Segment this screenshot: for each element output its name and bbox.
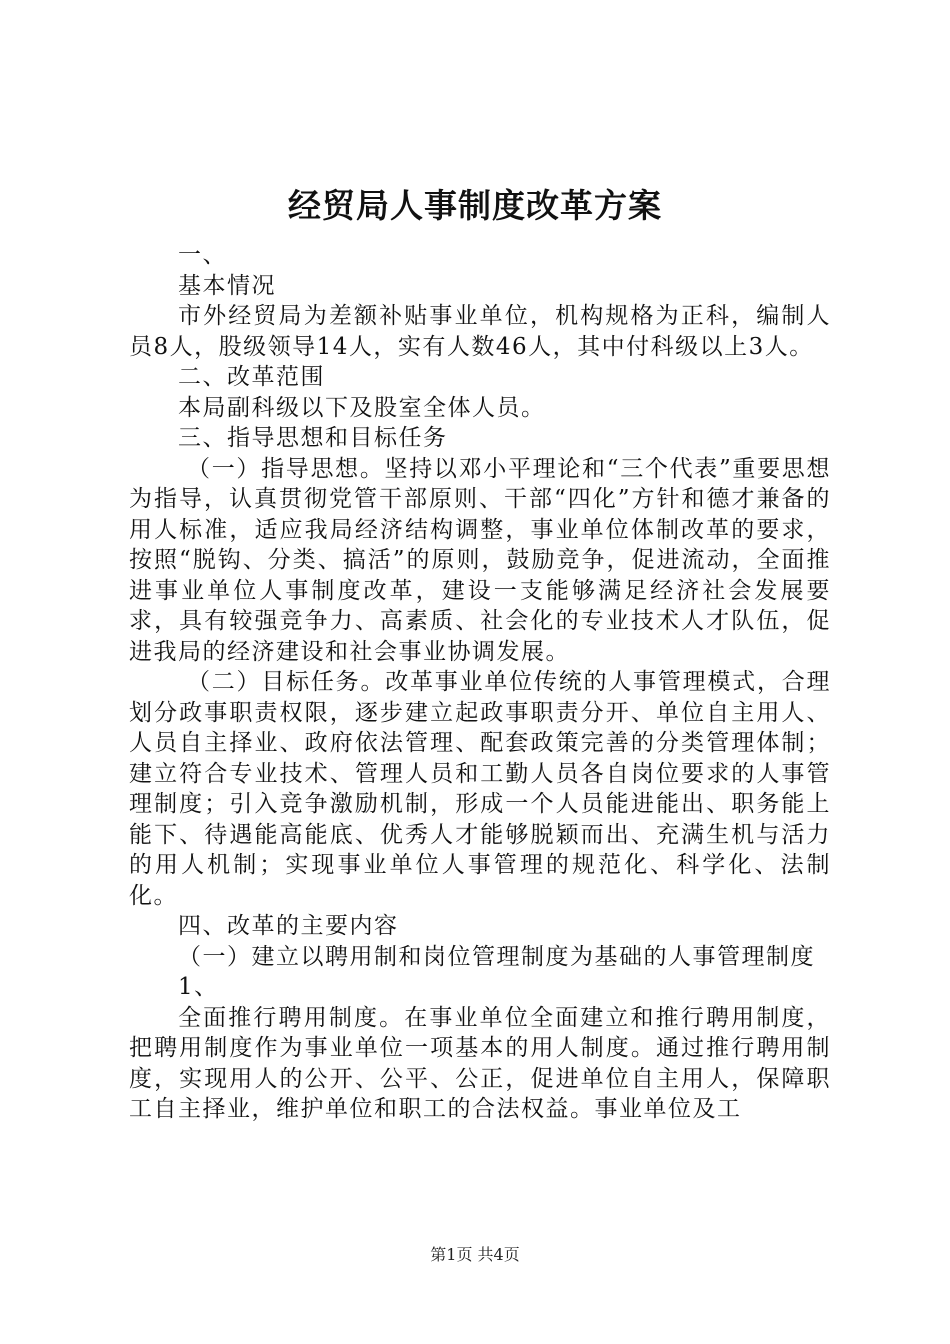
item-number-1: 1、	[178, 974, 219, 1000]
subsection-heading-employment-system: （一）建立以聘用制和岗位管理制度为基础的人事管理制度	[178, 943, 815, 970]
paragraph-basic-situation: 市外经贸局为差额补贴事业单位，机构规格为正科，编制人员8人，股级领导14人，实有人数46人，其中付科级以上3人。	[129, 303, 831, 360]
page-footer: 第1页 共4页	[430, 1245, 520, 1264]
section-heading-basic-situation: 基本情况	[178, 272, 276, 299]
section-heading-reform-scope: 二、改革范围	[178, 364, 325, 390]
document-body	[129, 240, 831, 1125]
document-title: 经贸局人事制度改革方案	[288, 186, 662, 225]
section-number-1: 一、	[178, 242, 227, 268]
paragraph-reform-scope: 本局副科级以下及股室全体人员。	[178, 394, 546, 421]
section-heading-main-content: 四、改革的主要内容	[178, 913, 399, 939]
paragraph-employment-system: 全面推行聘用制度。在事业单位全面建立和推行聘用制度，把聘用制度作为事业单位一项基本的用人制度。通过推行聘用制度，实现用人的公开、公平、公正，促进单位自主用人，保障职工自主择业，维护单位和职工的合法权益。事业单位及工	[129, 1004, 831, 1122]
section-heading-guiding-ideology: 三、指导思想和目标任务	[178, 425, 448, 451]
paragraph-target-tasks: （二）目标任务。改革事业单位传统的人事管理模式，合理划分政事职责权限，逐步建立起政事职责分开、单位自主用人、人员自主择业、政府依法管理、配套政策完善的分类管理体制；建立符合专业技术、管理人员和工勤人员各自岗位要求的人事管理制度；引入竞争激励机制，形成一个人员能进能出、职务能上能下、待遇能高能底、优秀人才能够脱颖而出、充满生机与活力的用人机制；实现事业单位人事管理的规范化、科学化、法制化。	[129, 669, 831, 909]
paragraph-guiding-ideology: （一）指导思想。坚持以邓小平理论和“三个代表”重要思想为指导，认真贯彻党管干部原则、干部“四化”方针和德才兼备的用人标准，适应我局经济结构调整，事业单位体制改革的要求，按照“脱钩、分类、搞活”的原则，鼓励竞争，促进流动，全面推进事业单位人事制度改革，建设一支能够满足经济社会发展要求，具有较强竞争力、高素质、社会化的专业技术人才队伍，促进我局的经济建设和社会事业协调发展。	[129, 455, 831, 665]
